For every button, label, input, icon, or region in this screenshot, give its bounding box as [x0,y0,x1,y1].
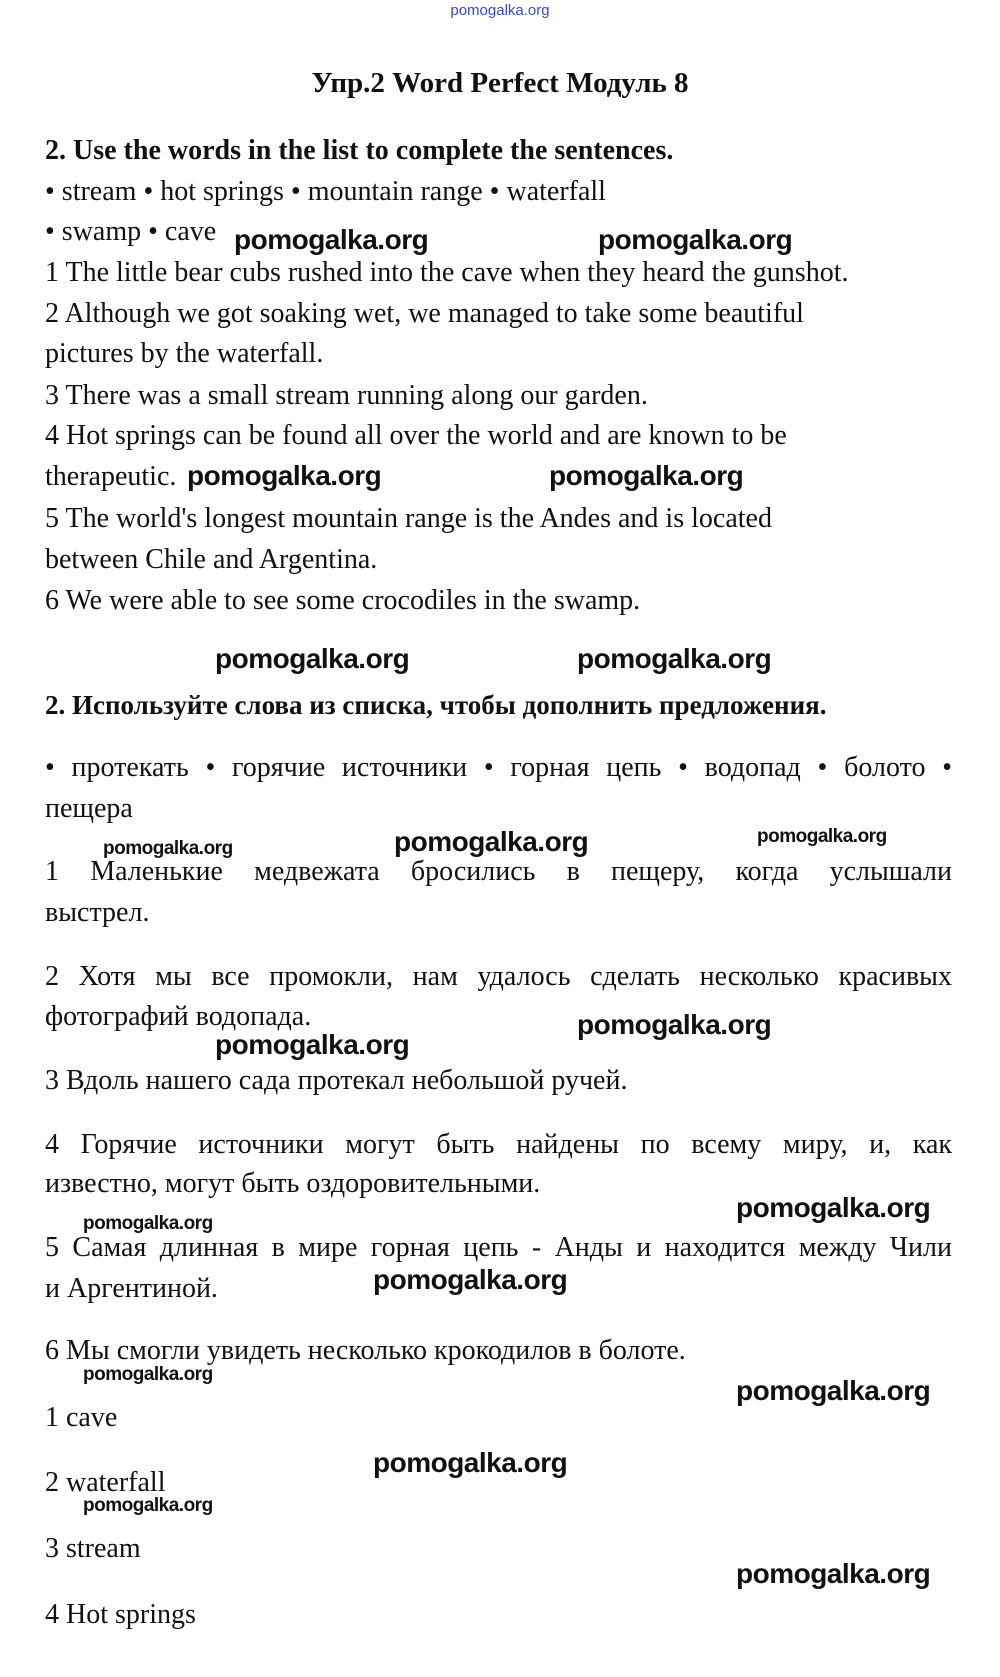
russian-sentence: 2 Хотя мы все промокли, нам удалось сделать несколько красивых [45,961,952,992]
russian-heading: 2. Используйте слова из списка, чтобы дополнить предложения. [45,690,827,720]
watermark: pomogalka.org [577,1009,772,1040]
russian-sentence: 4 Горячие источники могут быть найдены по всему миру, и, как [45,1129,952,1160]
watermark: pomogalka.org [598,224,793,255]
english-sentence: between Chile and Argentina. [45,544,378,575]
answer-item: 2 waterfall [45,1467,166,1498]
answer-item: 1 cave [45,1402,118,1433]
english-sentence: 1 The little bear cubs rushed into the cave when they heard the gunshot. [45,257,849,288]
watermark: pomogalka.org [103,838,233,859]
russian-word-list: пещера [45,793,133,824]
english-word-list: • stream • hot springs • mountain range • waterfall [45,176,606,207]
watermark: pomogalka.org [83,1364,213,1385]
watermark: pomogalka.org [736,1192,931,1223]
english-word-list: • swamp • cave [45,216,217,247]
russian-sentence: фотографий водопада. [45,1001,312,1032]
russian-sentence: известно, могут быть оздоровительными. [45,1168,541,1199]
english-heading: 2. Use the words in the list to complete the sentences. [45,135,674,166]
russian-sentence: 5 Самая длинная в мире горная цепь - Анды и находится между Чили [45,1232,952,1263]
watermark: pomogalka.org [83,1213,213,1234]
english-sentence: 3 There was a small stream running along our garden. [45,380,648,411]
watermark: pomogalka.org [373,1447,568,1478]
watermark: pomogalka.org [549,460,744,491]
english-sentence: 4 Hot springs can be found all over the world and are known to be [45,420,787,451]
watermark: pomogalka.org [757,826,887,847]
watermark: pomogalka.org [394,826,589,857]
watermark: pomogalka.org [234,224,429,255]
russian-sentence: выстрел. [45,897,150,928]
russian-sentence: 6 Мы смогли увидеть несколько крокодилов в болоте. [45,1335,686,1366]
english-sentence: 6 We were able to see some crocodiles in the swamp. [45,585,641,616]
answer-item: 3 stream [45,1533,141,1564]
russian-sentence: 3 Вдоль нашего сада протекал небольшой ручей. [45,1065,628,1096]
answer-item: 4 Hot springs [45,1599,196,1630]
watermark: pomogalka.org [215,643,410,674]
watermark: pomogalka.org [187,460,382,491]
page-title: Упр.2 Word Perfect Модуль 8 [311,67,689,99]
watermark: pomogalka.org [736,1558,931,1589]
watermark: pomogalka.org [736,1375,931,1406]
russian-sentence: и Аргентиной. [45,1273,218,1304]
english-sentence: therapeutic. [45,461,177,492]
watermark: pomogalka.org [577,643,772,674]
english-sentence: 5 The world's longest mountain range is the Andes and is located [45,503,772,534]
english-sentence: pictures by the waterfall. [45,338,324,369]
russian-sentence: 1 Маленькие медвежата бросились в пещеру, когда услышали [45,856,952,887]
header-watermark: pomogalka.org [450,2,550,19]
russian-word-list: • протекать • горячие источники • горная цепь • водопад • болото • [45,752,952,783]
english-sentence: 2 Although we got soaking wet, we managed to take some beautiful [45,298,804,329]
watermark: pomogalka.org [215,1029,410,1060]
watermark: pomogalka.org [83,1495,213,1516]
watermark: pomogalka.org [373,1264,568,1295]
